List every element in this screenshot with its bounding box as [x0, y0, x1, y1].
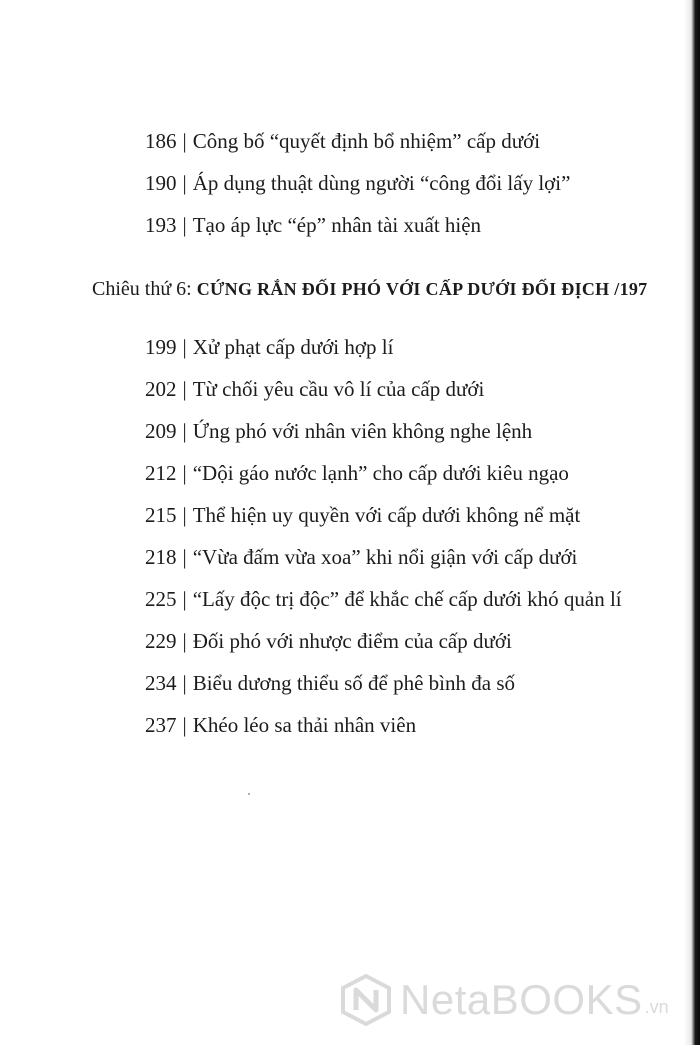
toc-page-number: 215	[145, 503, 177, 527]
toc-separator: |	[182, 545, 187, 569]
toc-page-number: 234	[145, 671, 177, 695]
toc-entry-title: Biểu dương thiểu số để phê bình đa số	[192, 671, 515, 695]
toc-entry	[145, 670, 515, 696]
toc-entry	[145, 712, 416, 738]
toc-entry-title: Thể hiện uy quyền với cấp dưới không nể mặt	[192, 503, 581, 527]
toc-entry-title: Tạo áp lực “ép” nhân tài xuất hiện	[192, 213, 482, 237]
toc-page-number: 199	[145, 335, 177, 359]
toc-entry-title: Ứng phó với nhân viên không nghe lệnh	[192, 419, 533, 443]
toc-page-number: 202	[145, 377, 177, 401]
toc-separator: |	[182, 461, 187, 485]
netabooks-logo-icon	[340, 974, 392, 1026]
toc-entry-title: Từ chối yêu cầu vô lí của cấp dưới	[192, 377, 485, 401]
toc-separator: |	[182, 213, 187, 237]
toc-page-number: 190	[145, 171, 177, 195]
toc-page-number: 212	[145, 461, 177, 485]
toc-entry	[145, 628, 512, 654]
toc-entry	[145, 128, 540, 154]
toc-entry	[145, 418, 532, 444]
watermark	[340, 972, 669, 1028]
toc-entry-title: Xử phạt cấp dưới hợp lí	[192, 335, 394, 359]
toc-page-number: 225	[145, 587, 177, 611]
toc-page-number: 229	[145, 629, 177, 653]
toc-page-number: 209	[145, 419, 177, 443]
toc-separator: |	[182, 335, 187, 359]
toc-separator: |	[182, 419, 187, 443]
toc-separator: |	[182, 587, 187, 611]
watermark-brand: NetaBOOKS	[400, 976, 643, 1023]
toc-page-number: 186	[145, 129, 177, 153]
toc-entry-title: Áp dụng thuật dùng người “công đổi lấy lợi”	[192, 171, 571, 195]
chapter-heading	[92, 276, 647, 302]
toc-separator: |	[182, 129, 187, 153]
toc-page-number: 218	[145, 545, 177, 569]
toc-entry-title: “Vừa đấm vừa xoa” khi nổi giận với cấp dưới	[192, 545, 578, 569]
toc-separator: |	[182, 713, 187, 737]
chapter-title: CỨNG RẮN ĐỐI PHÓ VỚI CẤP DƯỚI ĐỐI ĐỊCH /197	[196, 279, 648, 299]
toc-separator: |	[182, 671, 187, 695]
toc-entry-title: Đối phó với nhược điểm của cấp dưới	[192, 629, 512, 653]
toc-entry	[145, 170, 570, 196]
toc-entry-title: “Lấy độc trị độc” để khắc chế cấp dưới khó quản lí	[192, 587, 622, 611]
book-spine-shadow	[684, 0, 700, 1045]
toc-separator: |	[182, 629, 187, 653]
toc-separator: |	[182, 377, 187, 401]
toc-entry	[145, 460, 569, 486]
toc-entry	[145, 212, 481, 238]
toc-separator: |	[182, 171, 187, 195]
toc-entry-title: Khéo léo sa thải nhân viên	[192, 713, 417, 737]
paper-speck	[248, 793, 250, 795]
toc-entry	[145, 586, 622, 612]
toc-entry-title: Công bố “quyết định bổ nhiệm” cấp dưới	[192, 129, 541, 153]
watermark-suffix: .vn	[644, 997, 669, 1017]
chapter-prefix: Chiêu thứ 6:	[92, 278, 197, 300]
toc-entry	[145, 334, 393, 360]
toc-entry	[145, 376, 484, 402]
toc-page-number: 193	[145, 213, 177, 237]
toc-separator: |	[182, 503, 187, 527]
toc-page-number: 237	[145, 713, 177, 737]
toc-entry	[145, 544, 577, 570]
toc-entry-title: “Dội gáo nước lạnh” cho cấp dưới kiêu ngạo	[192, 461, 569, 485]
toc-entry	[145, 502, 580, 528]
